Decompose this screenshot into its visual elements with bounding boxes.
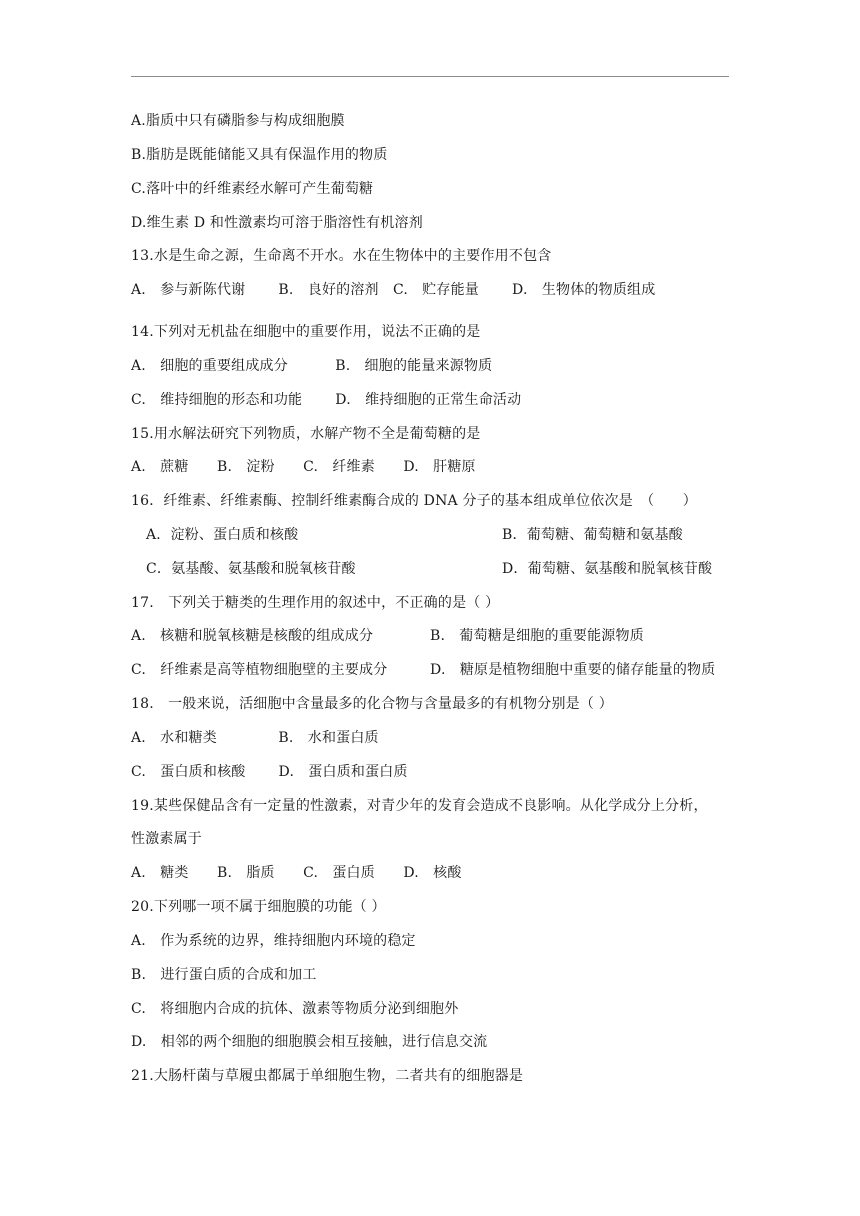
option-a: A．淀粉、蛋白质和核酸: [146, 527, 299, 543]
option-line: A.脂质中只有磷脂参与构成细胞膜: [131, 113, 345, 129]
option-line: A. 蔗糖 B. 淀粉 C. 纤维素 D. 肝糖原: [131, 459, 476, 475]
question-13: 13.水是生命之源，生命离不开水。水在生物体中的主要作用不包含: [131, 248, 552, 264]
option-line: A. 糖类 B. 脂质 C. 蛋白质 D. 核酸: [131, 865, 462, 881]
option-line: C. 维持细胞的形态和功能 D. 维持细胞的正常生命活动: [131, 392, 522, 408]
option-line: B.脂肪是既能储能又具有保温作用的物质: [131, 147, 388, 163]
question-20: 20.下列哪一项不属于细胞膜的功能（ ）: [131, 899, 386, 915]
option-line: A. 核糖和脱氧核糖是核酸的组成成分 B. 葡萄糖是细胞的重要能源物质: [131, 628, 644, 644]
option-line: C. 将细胞内合成的抗体、激素等物质分泌到细胞外: [131, 1001, 459, 1017]
option-line: A. 作为系统的边界，维持细胞内环境的稳定: [131, 933, 416, 949]
question-16: 16．纤维素、纤维素酶、控制纤维素酶合成的 DNA 分子的基本组成单位依次是 （ ）: [131, 493, 697, 509]
option-line: C. 纤维素是高等植物细胞壁的主要成分 D. 糖原是植物细胞中重要的储存能量的物质: [131, 662, 716, 678]
question-18: 18. 一般来说，活细胞中含量最多的化合物与含量最多的有机物分别是（ ）: [131, 696, 613, 712]
option-line: A. 参与新陈代谢 B. 良好的溶剂 C. 贮存能量 D. 生物体的物质组成: [131, 282, 656, 298]
option-line: B. 进行蛋白质的合成和加工: [131, 967, 317, 983]
question-21: 21.大肠杆菌与草履虫都属于单细胞生物，二者共有的细胞器是: [131, 1068, 524, 1084]
option-line: C. 蛋白质和核酸 D. 蛋白质和蛋白质: [131, 764, 408, 780]
question-19: 19.某些保健品含有一定量的性激素，对青少年的发育会造成不良影响。从化学成分上分析，: [131, 798, 708, 814]
question-17: 17. 下列关于糖类的生理作用的叙述中，不正确的是（ ）: [131, 595, 500, 611]
question-14: 14.下列对无机盐在细胞中的重要作用，说法不正确的是: [131, 324, 481, 340]
option-line: C.落叶中的纤维素经水解可产生葡萄糖: [131, 181, 374, 197]
option-line: D.维生素 D 和性激素均可溶于脂溶性有机溶剂: [131, 215, 423, 231]
question-19-continued: 性激素属于: [131, 831, 202, 847]
option-line: A. 水和糖类 B. 水和蛋白质: [131, 730, 379, 746]
option-line: D. 相邻的两个细胞的细胞膜会相互接触，进行信息交流: [131, 1034, 488, 1050]
question-15: 15.用水解法研究下列物质，水解产物不全是葡萄糖的是: [131, 426, 481, 442]
header-rule: [131, 76, 729, 77]
option-b: B．葡萄糖、葡萄糖和氨基酸: [502, 527, 683, 543]
option-c: C．氨基酸、氨基酸和脱氧核苷酸: [146, 561, 356, 577]
option-d: D．葡萄糖、氨基酸和脱氧核苷酸: [502, 561, 713, 577]
option-line: A. 细胞的重要组成成分 B. 细胞的能量来源物质: [131, 358, 493, 374]
